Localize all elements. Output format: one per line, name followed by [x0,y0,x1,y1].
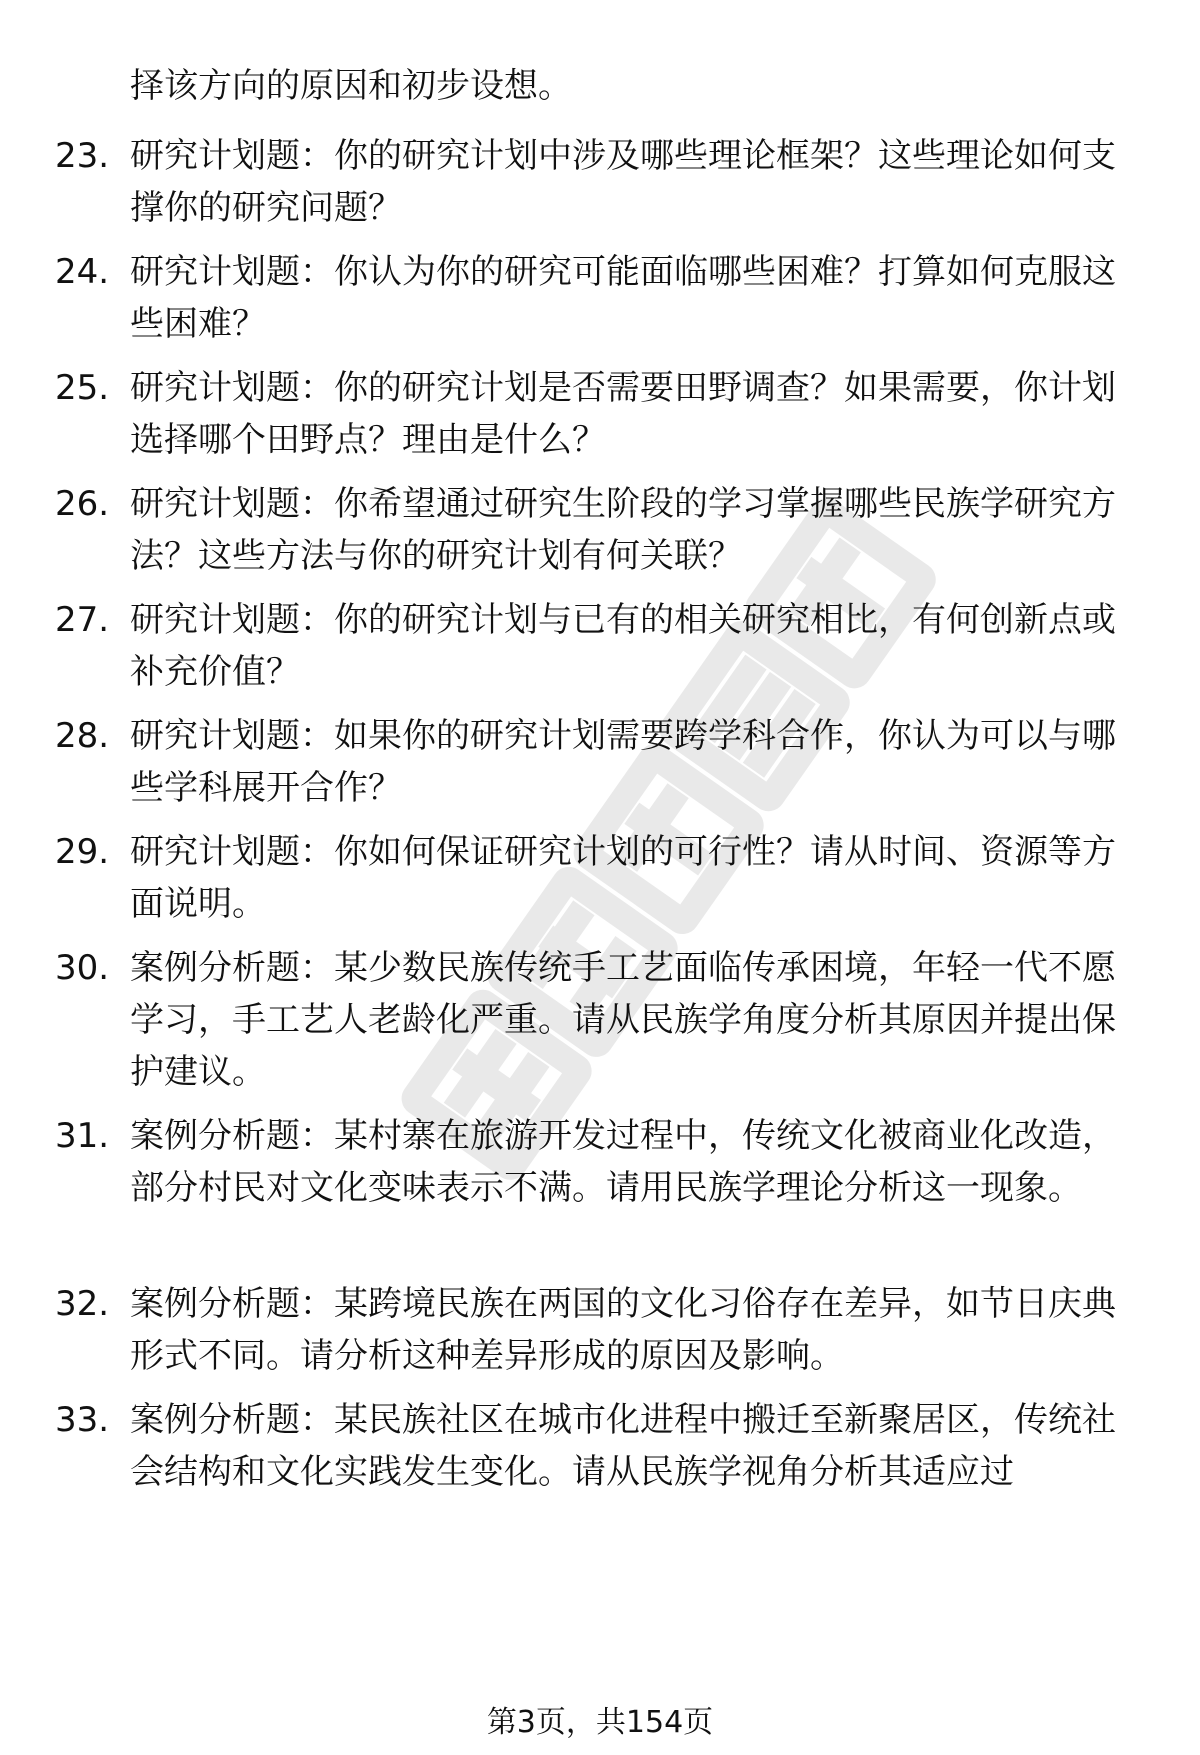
item-text: 案例分析题：某民族社区在城市化进程中搬迁至新聚居区，传统社会结构和文化实践发生变化。请从民族学视角分析其适应过 [130,1400,1116,1492]
item-text: 案例分析题：某少数民族传统手工艺面临传承困境，年轻一代不愿学习，手工艺人老龄化严重。请从民族学角度分析其原因并提出保护建议。 [130,948,1116,1092]
item-text: 研究计划题：你的研究计划与已有的相关研究相比，有何创新点或补充价值？ [130,600,1116,692]
item-number: 23. [55,136,110,176]
item-text: 案例分析题：某跨境民族在两国的文化习俗存在差异，如节日庆典形式不同。请分析这种差异形成的原因及影响。 [130,1284,1116,1376]
item-number: 28. [55,716,110,756]
item-text: 研究计划题：你希望通过研究生阶段的学习掌握哪些民族学研究方法？这些方法与你的研究计划有何关联？ [130,484,1116,576]
item-text: 研究计划题：你如何保证研究计划的可行性？请从时间、资源等方面说明。 [130,832,1116,924]
item-number: 32. [55,1284,110,1324]
item-text: 研究计划题：你的研究计划是否需要田野调查？如果需要，你计划选择哪个田野点？理由是什么？ [130,368,1116,460]
item-number: 29. [55,832,110,872]
item-number: 33. [55,1400,110,1440]
item-text: 研究计划题：你认为你的研究可能面临哪些困难？打算如何克服这些困难？ [130,252,1116,344]
item-number: 25. [55,368,110,408]
page-footer: 第3页，共154页 [486,1705,714,1740]
item-number: 31. [55,1116,110,1156]
item-number: 27. [55,600,110,640]
item-text: 研究计划题：如果你的研究计划需要跨学科合作，你认为可以与哪些学科展开合作？ [130,716,1116,808]
continuation-text: 择该方向的原因和初步设想。 [130,66,572,106]
item-number: 24. [55,252,110,292]
item-text: 研究计划题：你的研究计划中涉及哪些理论框架？这些理论如何支撑你的研究问题？ [130,136,1116,228]
item-number: 30. [55,948,110,988]
item-text: 案例分析题：某村寨在旅游开发过程中，传统文化被商业化改造，部分村民对文化变味表示不满。请用民族学理论分析这一现象。 [130,1116,1116,1208]
item-number: 26. [55,484,110,524]
